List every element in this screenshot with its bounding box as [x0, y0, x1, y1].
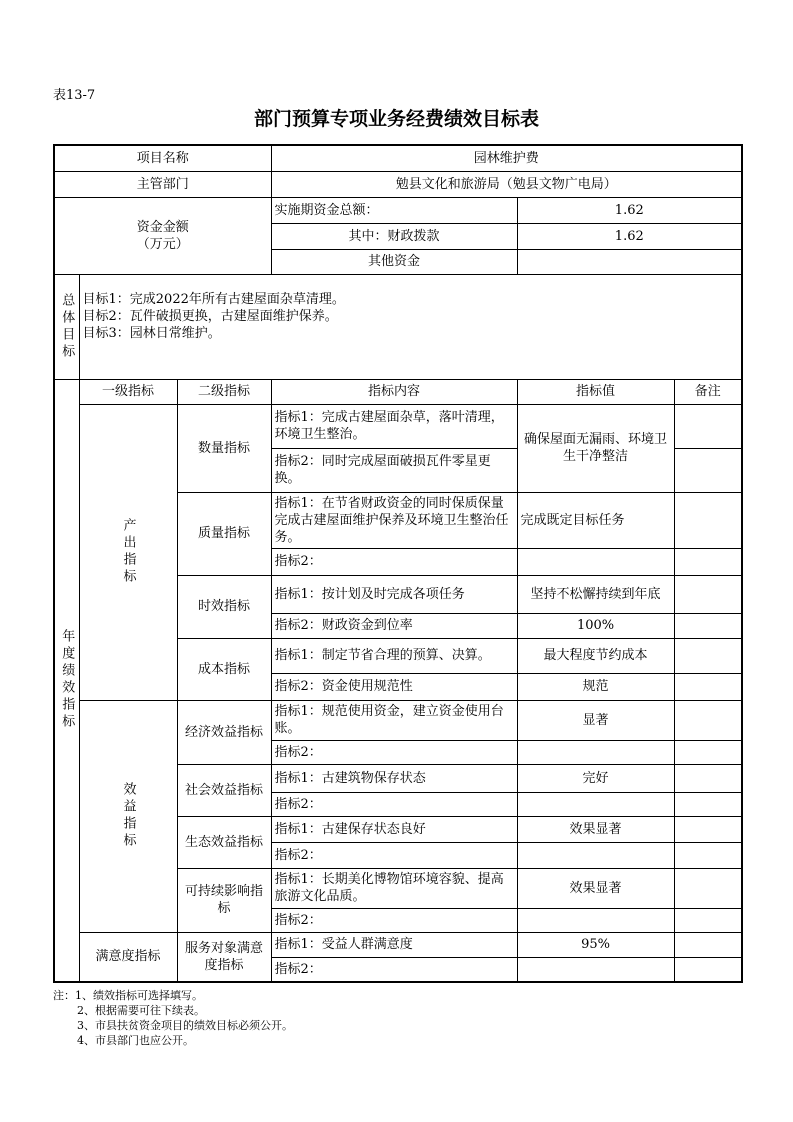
sust-c1: 指标1：长期美化博物馆环境容貌、提高旅游文化品质。 — [271, 868, 517, 908]
goal-3: 目标3：园林日常维护。 — [82, 325, 221, 341]
notes — [53, 988, 293, 1048]
fund-fiscal: 1.62 — [517, 223, 742, 249]
social-name: 社会效益指标 — [177, 764, 271, 816]
l1-satisfaction: 满意度指标 — [79, 932, 177, 982]
page-title: 部门预算专项业务经费绩效目标表 — [253, 108, 539, 130]
l1-benefit: 效益指标 — [79, 700, 177, 932]
social-c2: 指标2： — [271, 792, 517, 816]
sat-c1: 指标1：受益人群满意度 — [271, 932, 517, 957]
time-v1: 坚持不松懈持续到年底 — [517, 575, 674, 613]
eco-c1: 指标1：古建保存状态良好 — [271, 816, 517, 842]
goal-label: 总体目标 — [54, 274, 79, 379]
time-c2: 指标2：财政资金到位率 — [271, 613, 517, 638]
note-2: 2、根据需要可往下续表。 — [77, 1004, 205, 1017]
sust-c2: 指标2： — [271, 908, 517, 932]
header-value: 指标值 — [517, 379, 674, 404]
table-code: 表13-7 — [53, 88, 96, 103]
cost-v2: 规范 — [517, 673, 674, 700]
time-name: 时效指标 — [177, 575, 271, 638]
sat-c2: 指标2： — [271, 957, 517, 982]
note-3: 3、市县扶贫资金项目的绩效目标必须公开。 — [77, 1019, 293, 1032]
qty-value: 确保屋面无漏雨、环境卫生干净整洁 — [517, 404, 674, 492]
fund-other-label: 其他资金 — [271, 249, 517, 274]
qual-c2: 指标2： — [271, 548, 517, 575]
goal-2: 目标2：瓦件破损更换，古建屋面维护保养。 — [82, 308, 338, 324]
sat-v1: 95% — [517, 932, 674, 957]
project-name: 园林维护费 — [271, 145, 742, 171]
cost-c2: 指标2：资金使用规范性 — [271, 673, 517, 700]
qty-c1: 指标1：完成古建屋面杂草，落叶清理，环境卫生整治。 — [271, 404, 517, 448]
dept-label: 主管部门 — [54, 171, 271, 197]
header-l1: 一级指标 — [79, 379, 177, 404]
performance-table — [53, 144, 743, 983]
time-c1: 指标1：按计划及时完成各项任务 — [271, 575, 517, 613]
fund-label: 资金金额 — [136, 219, 189, 235]
header-l2: 二级指标 — [177, 379, 271, 404]
fund-label-cell — [54, 197, 271, 274]
fund-fiscal-label: 其中：财政拨款 — [271, 223, 517, 249]
sust-name: 可持续影响指标 — [177, 868, 271, 932]
header-content: 指标内容 — [271, 379, 517, 404]
econ-name: 经济效益指标 — [177, 700, 271, 764]
l1-output: 产出指标 — [79, 404, 177, 700]
goal-1: 目标1：完成2022年所有古建屋面杂草清理。 — [82, 291, 345, 307]
econ-c1: 指标1：规范使用资金，建立资金使用台账。 — [271, 700, 517, 740]
qual-v1: 完成既定目标任务 — [517, 492, 674, 548]
sat-name: 服务对象满意度指标 — [177, 932, 271, 982]
annual-label: 年度绩效指标 — [54, 379, 79, 982]
dept: 勉县文化和旅游局（勉县文物广电局） — [271, 171, 742, 197]
qual-c1: 指标1：在节省财政资金的同时保质保量完成古建屋面维护保养及环境卫生整治任务。 — [271, 492, 517, 548]
fund-other — [517, 249, 742, 274]
eco-v1: 效果显著 — [517, 816, 674, 842]
header-remark: 备注 — [674, 379, 742, 404]
econ-c2: 指标2： — [271, 740, 517, 764]
note-1: 注：1、绩效指标可选择填写。 — [53, 989, 203, 1002]
qty-c2: 指标2：同时完成屋面破损瓦件零星更换。 — [271, 448, 517, 492]
cost-name: 成本指标 — [177, 638, 271, 700]
econ-v1: 显著 — [517, 700, 674, 740]
time-v2: 100% — [517, 613, 674, 638]
cost-c1: 指标1：制定节省合理的预算、决算。 — [271, 638, 517, 673]
fund-unit: （万元） — [136, 236, 189, 252]
qty-name: 数量指标 — [177, 404, 271, 492]
project-name-label: 项目名称 — [54, 145, 271, 171]
fund-total: 1.62 — [517, 197, 742, 223]
qual-name: 质量指标 — [177, 492, 271, 575]
social-v1: 完好 — [517, 764, 674, 792]
cost-v1: 最大程度节约成本 — [517, 638, 674, 673]
eco-c2: 指标2： — [271, 842, 517, 868]
eco-name: 生态效益指标 — [177, 816, 271, 868]
social-c1: 指标1：古建筑物保存状态 — [271, 764, 517, 792]
fund-total-label: 实施期资金总额： — [271, 197, 517, 223]
sust-v1: 效果显著 — [517, 868, 674, 908]
note-4: 4、市县部门也应公开。 — [77, 1034, 194, 1047]
